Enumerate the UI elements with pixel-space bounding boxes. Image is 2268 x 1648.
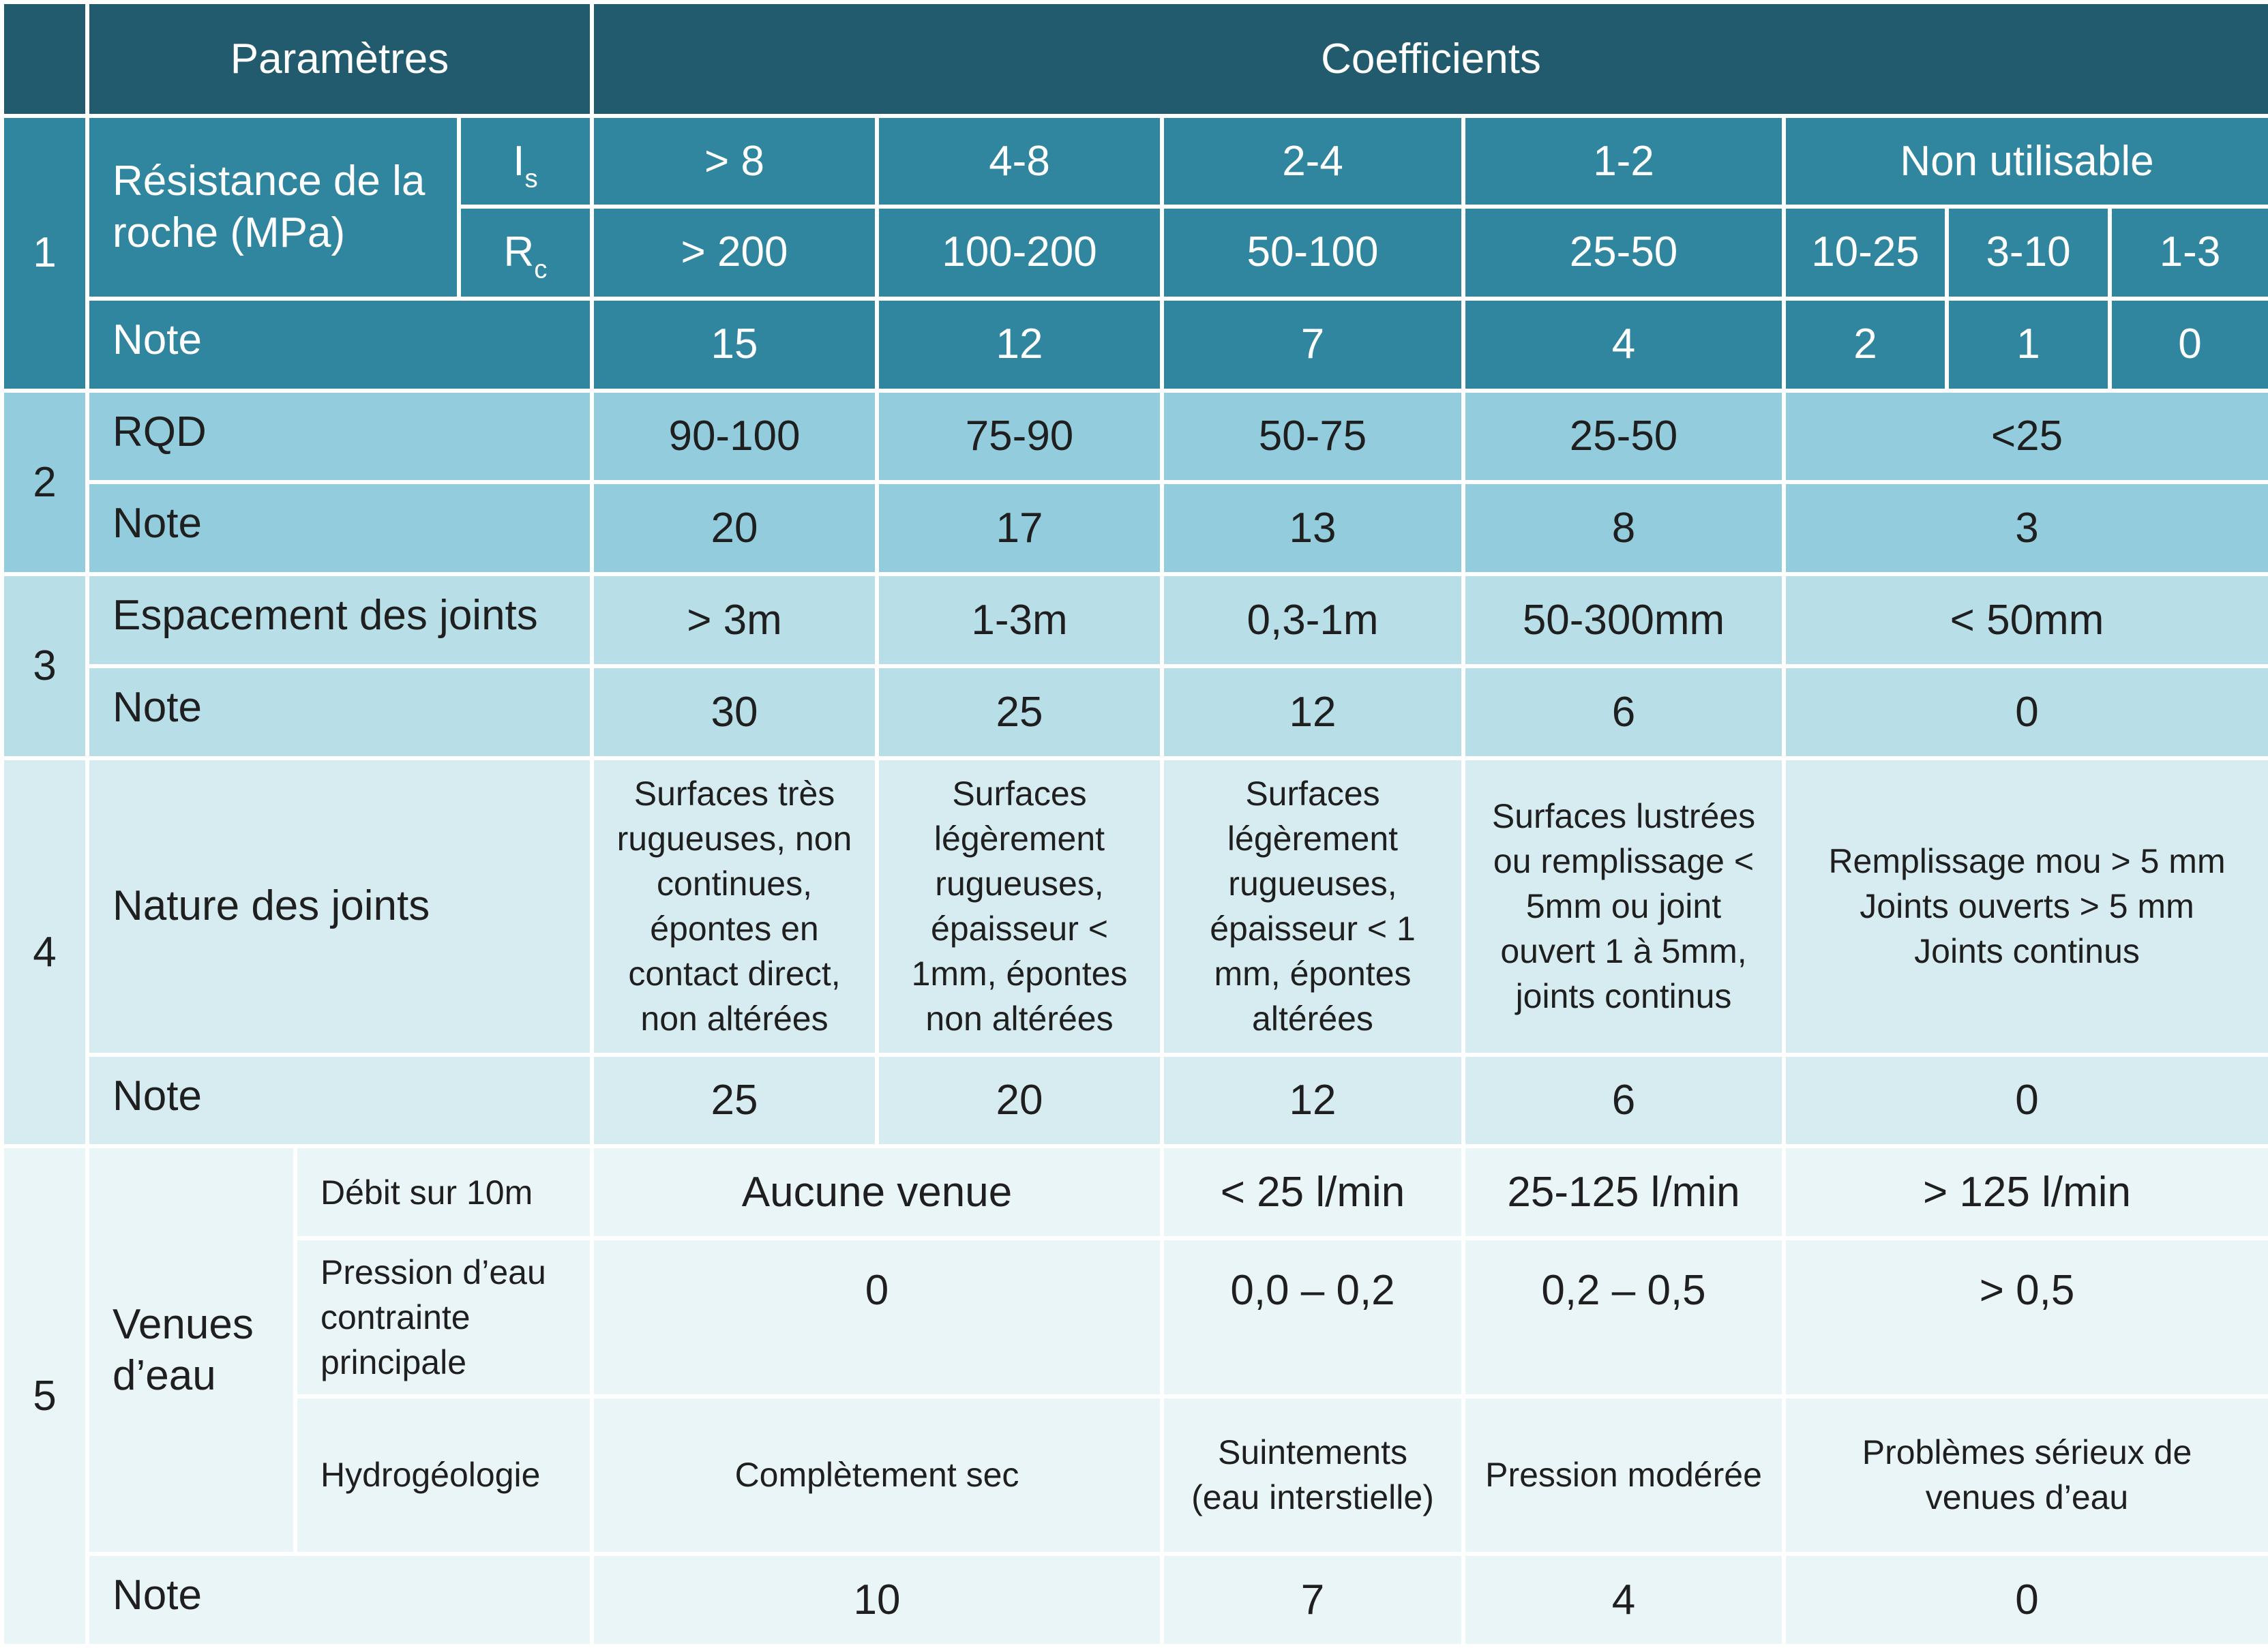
row1-is-row (2, 116, 2268, 207)
row1-note-value: 2 (1784, 299, 1947, 391)
row4-note-row (2, 1055, 2268, 1147)
row1-note-value: 15 (592, 299, 877, 391)
is-subscript: s (524, 163, 538, 193)
hydro-value: Problèmes sérieux de venues d’eau (1784, 1396, 2268, 1554)
row2-note-value: 20 (592, 482, 877, 574)
rc-letter: R (503, 228, 535, 276)
rqd-value: 90-100 (592, 391, 877, 483)
joint-nature-value: Surfaces très rugueuses, non continues, épontes en contact direct, non altérées (592, 758, 877, 1055)
row1-note-value: 0 (2110, 299, 2268, 391)
row5-note-row (2, 1554, 2268, 1646)
row4-number: 4 (2, 758, 87, 1147)
debit-value: Aucune venue (592, 1146, 1162, 1238)
header-corner (2, 2, 87, 116)
spacing-value: 1-3m (877, 574, 1162, 666)
rqd-value: <25 (1784, 391, 2268, 483)
is-value: 1-2 (1463, 116, 1784, 207)
row1-note-row (2, 299, 2268, 391)
is-value: > 8 (592, 116, 877, 207)
row1-is-symbol (459, 116, 592, 207)
row4-note-value: 20 (877, 1055, 1162, 1147)
row2-note-value: 8 (1463, 482, 1784, 574)
row2-label: RQD (87, 391, 592, 483)
row2-note-label: Note (87, 482, 592, 574)
hydro-value: Suintements (eau interstielle) (1162, 1396, 1463, 1554)
rc-value: 10-25 (1784, 207, 1947, 299)
joint-nature-value: Surfaces légèrement rugueuses, épaisseur < 1 mm, épontes altérées (1162, 758, 1463, 1055)
row4-note-value: 25 (592, 1055, 877, 1147)
pression-label: Pression d’eau contrainte principale (295, 1238, 592, 1396)
hydro-value: Pression modérée (1463, 1396, 1784, 1554)
is-letter: I (513, 137, 525, 185)
rc-value: 25-50 (1463, 207, 1784, 299)
row3-number: 3 (2, 574, 87, 758)
row3-value-row (2, 574, 2268, 666)
row2-note-row (2, 482, 2268, 574)
rqd-value: 25-50 (1463, 391, 1784, 483)
row1-label: Résistance de la roche (MPa) (87, 116, 459, 299)
row4-value-row (2, 758, 2268, 1055)
row3-note-value: 6 (1463, 666, 1784, 758)
row2-number: 2 (2, 391, 87, 575)
rc-value: 1-3 (2110, 207, 2268, 299)
row3-note-label: Note (87, 666, 592, 758)
header-coefficients: Coefficients (592, 2, 2268, 116)
row4-label: Nature des joints (87, 758, 592, 1055)
row2-note-value: 13 (1162, 482, 1463, 574)
row1-number: 1 (2, 116, 87, 390)
pression-value: > 0,5 (1784, 1238, 2268, 1396)
rc-value: 100-200 (877, 207, 1162, 299)
row1-note-label: Note (87, 299, 592, 391)
row2-value-row (2, 391, 2268, 483)
spacing-value: < 50mm (1784, 574, 2268, 666)
debit-value: < 25 l/min (1162, 1146, 1463, 1238)
row1-rc-symbol (459, 207, 592, 299)
is-value: 4-8 (877, 116, 1162, 207)
header-parameters: Paramètres (87, 2, 592, 116)
row4-note-value: 6 (1463, 1055, 1784, 1147)
row5-number: 5 (2, 1146, 87, 1646)
joint-nature-value: Remplissage mou > 5 mm Joints ouverts > 5 mm Joints continus (1784, 758, 2268, 1055)
spacing-value: 50-300mm (1463, 574, 1784, 666)
spacing-value: 0,3-1m (1162, 574, 1463, 666)
header-row (2, 2, 2268, 116)
is-value: Non utilisable (1784, 116, 2268, 207)
row1-note-value: 1 (1947, 299, 2110, 391)
hydro-value: Complètement sec (592, 1396, 1162, 1554)
rqd-value: 75-90 (877, 391, 1162, 483)
row1-note-value: 4 (1463, 299, 1784, 391)
pression-value: 0,0 – 0,2 (1162, 1238, 1463, 1396)
rqd-value: 50-75 (1162, 391, 1463, 483)
row5-note-value: 4 (1463, 1554, 1784, 1646)
row3-note-value: 30 (592, 666, 877, 758)
rc-value: 50-100 (1162, 207, 1463, 299)
row5-debit-row (2, 1146, 2268, 1238)
row5-note-value: 0 (1784, 1554, 2268, 1646)
rc-subscript: c (534, 254, 548, 284)
spacing-value: > 3m (592, 574, 877, 666)
debit-value: 25-125 l/min (1463, 1146, 1784, 1238)
row3-note-row (2, 666, 2268, 758)
row5-hydro-row (2, 1396, 2268, 1554)
row2-note-value: 17 (877, 482, 1162, 574)
row1-note-value: 12 (877, 299, 1162, 391)
row5-note-value: 7 (1162, 1554, 1463, 1646)
joint-nature-value: Surfaces légèrement rugueuses, épaisseur < 1mm, épontes non altérées (877, 758, 1162, 1055)
row2-note-value: 3 (1784, 482, 2268, 574)
row3-note-value: 25 (877, 666, 1162, 758)
row4-note-value: 0 (1784, 1055, 2268, 1147)
row4-note-value: 12 (1162, 1055, 1463, 1147)
row5-pression-row (2, 1238, 2268, 1396)
debit-value: > 125 l/min (1784, 1146, 2268, 1238)
rc-value: 3-10 (1947, 207, 2110, 299)
row3-note-value: 12 (1162, 666, 1463, 758)
row1-note-value: 7 (1162, 299, 1463, 391)
hydro-label: Hydrogéologie (295, 1396, 592, 1554)
row5-note-value: 10 (592, 1554, 1162, 1646)
pression-value: 0,2 – 0,5 (1463, 1238, 1784, 1396)
row3-label: Espacement des joints (87, 574, 592, 666)
row5-note-label: Note (87, 1554, 592, 1646)
row4-note-label: Note (87, 1055, 592, 1147)
pression-value: 0 (592, 1238, 1162, 1396)
debit-label: Débit sur 10m (295, 1146, 592, 1238)
row5-label: Venues d’eau (87, 1146, 295, 1554)
row3-note-value: 0 (1784, 666, 2268, 758)
rc-value: > 200 (592, 207, 877, 299)
is-value: 2-4 (1162, 116, 1463, 207)
joint-nature-value: Surfaces lustrées ou remplissage < 5mm ou joint ouvert 1 à 5mm, joints continus (1463, 758, 1784, 1055)
